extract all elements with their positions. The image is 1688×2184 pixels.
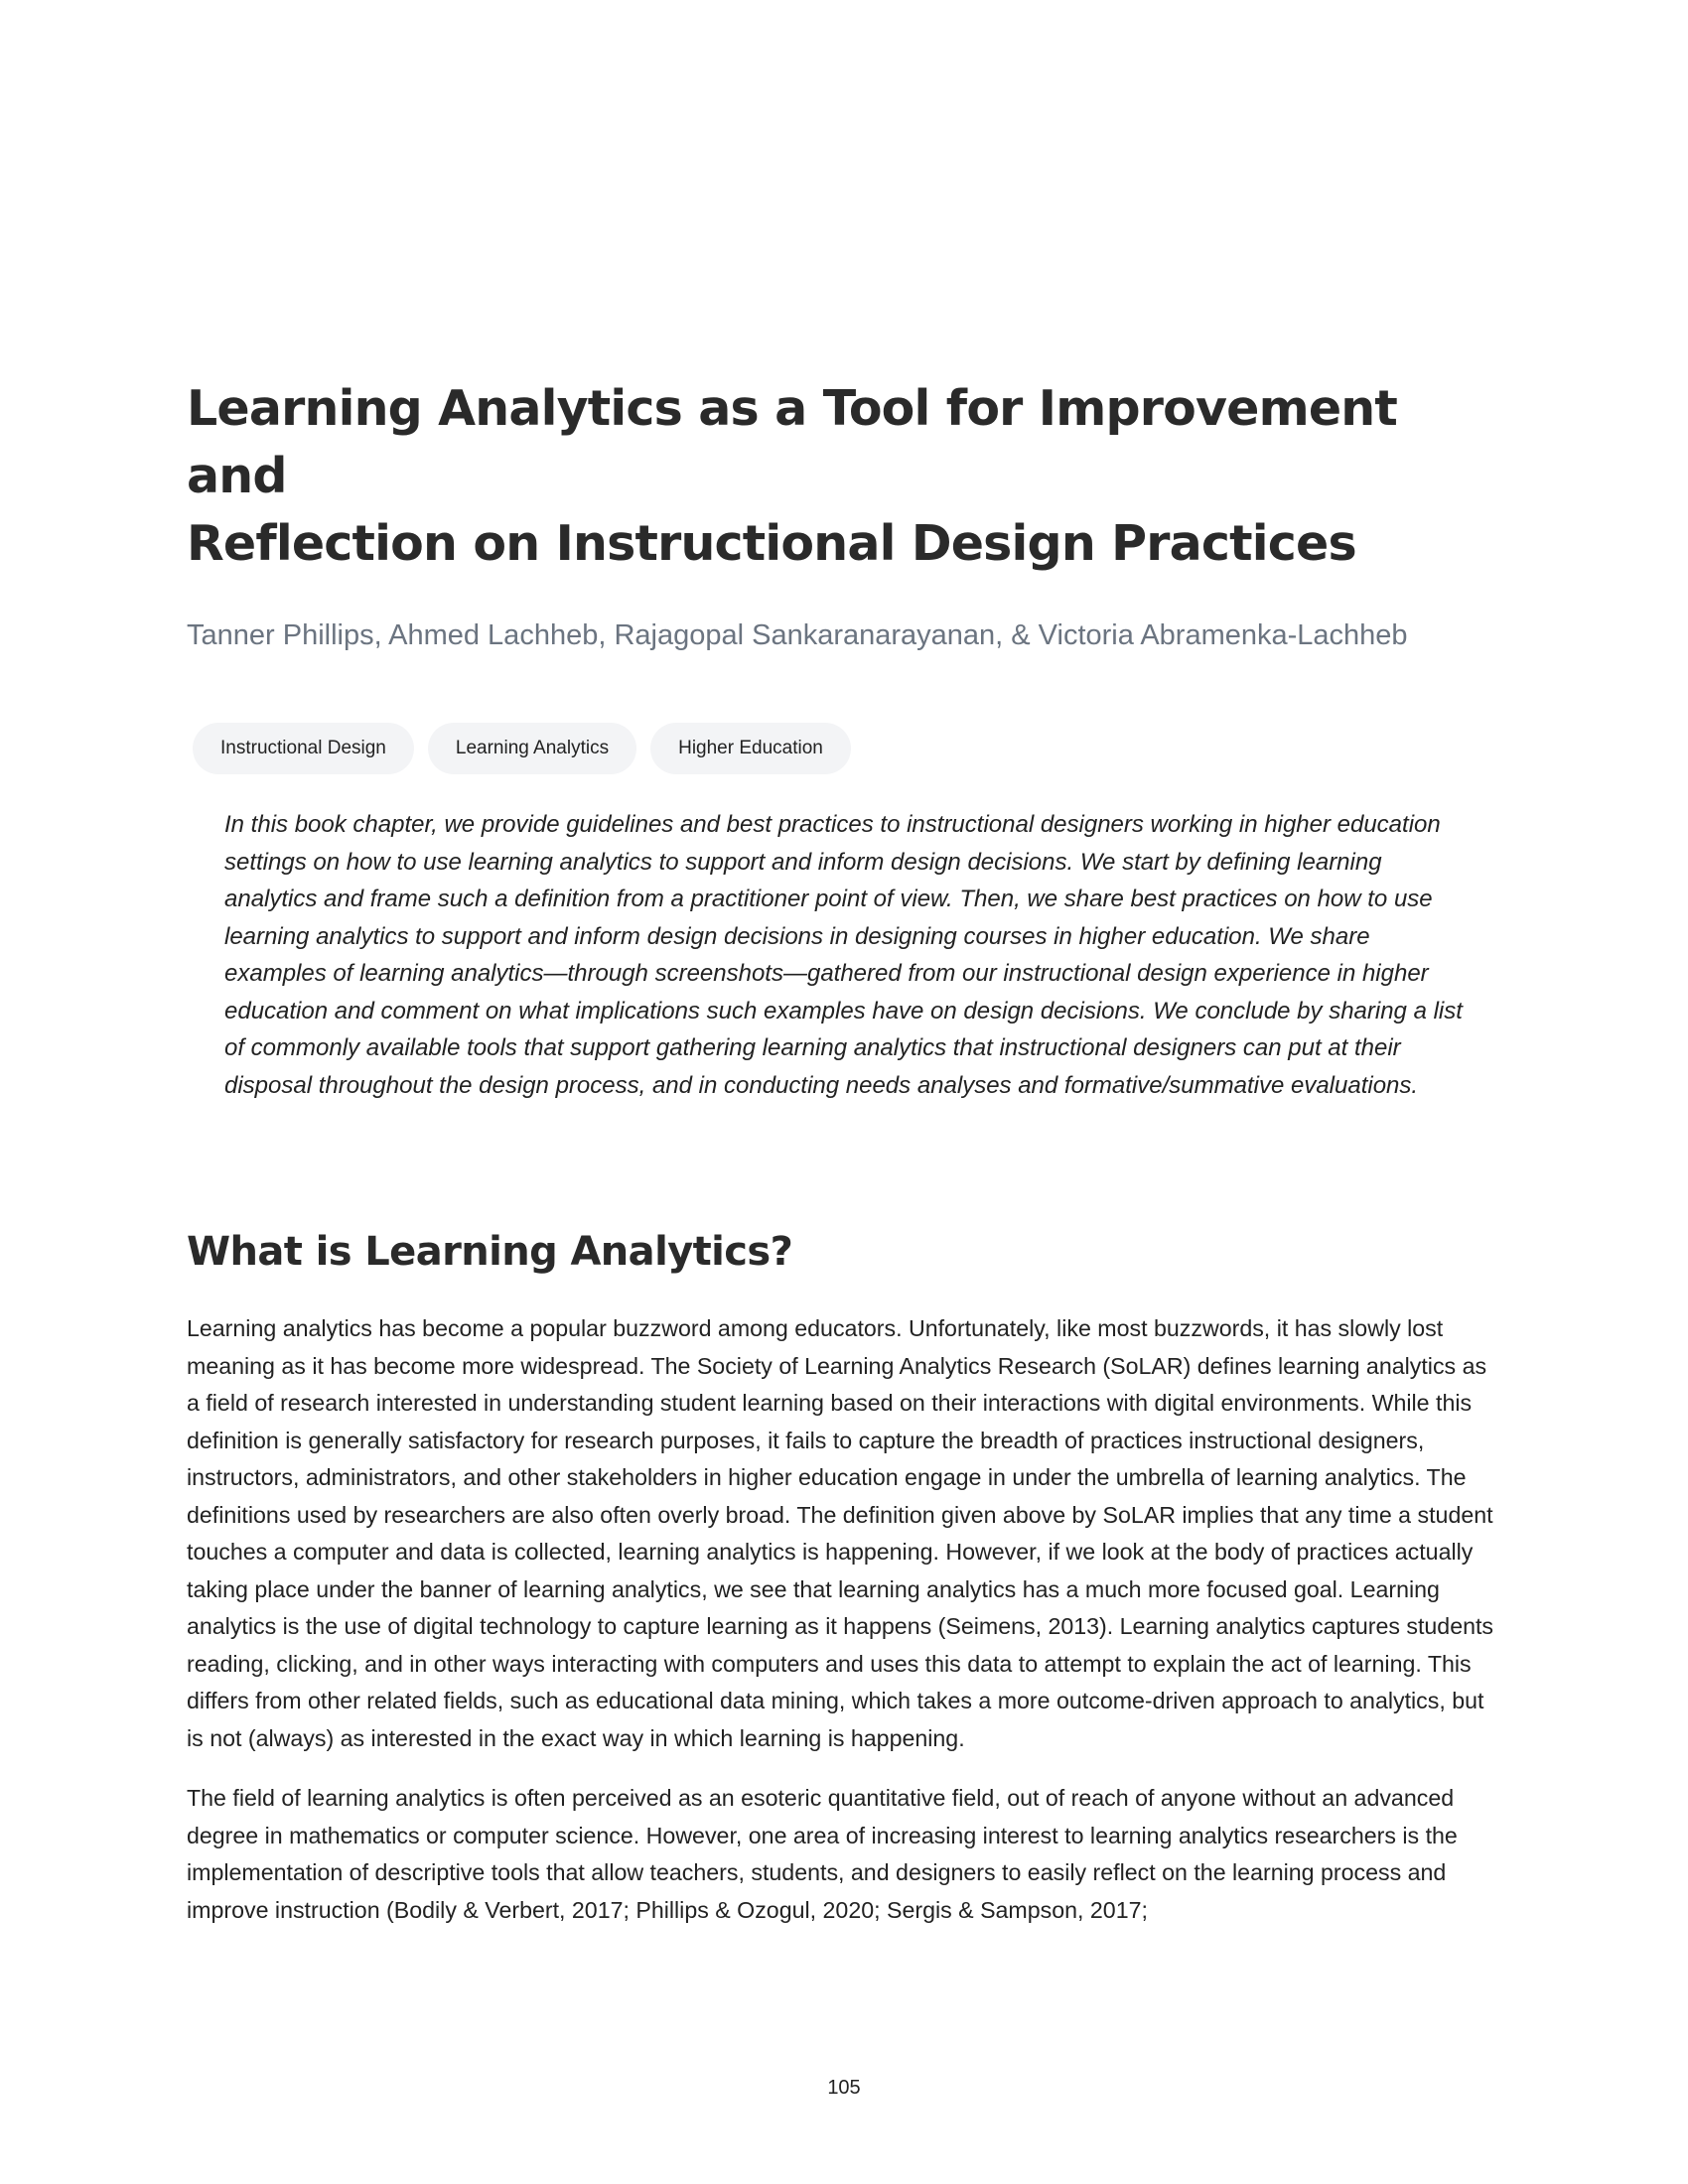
tag-learning-analytics[interactable]: Learning Analytics bbox=[428, 723, 636, 774]
chapter-title-line-1: Learning Analytics as a Tool for Improvement and bbox=[187, 380, 1397, 504]
chapter-authors: Tanner Phillips, Ahmed Lachheb, Rajagopal Sankaranarayanan, & Victoria Abramenka-Lachheb bbox=[187, 619, 1408, 651]
chapter-title bbox=[187, 375, 1502, 578]
chapter-title-line-2: Reflection on Instructional Design Practices bbox=[187, 515, 1356, 572]
page-number: 105 bbox=[827, 2077, 861, 2099]
tag-higher-education[interactable]: Higher Education bbox=[650, 723, 851, 774]
document-page bbox=[187, 375, 1502, 1953]
tag-instructional-design[interactable]: Instructional Design bbox=[193, 723, 414, 774]
body-paragraph-2: The field of learning analytics is often perceived as an esoteric quantitative field, out of reach of anyone without an advanced degree in mathematics or computer science. However, one area of increasing interest to learning analytics researchers is the implementation of descriptive tools that allow teachers, students, and designers to easily reflect on the learning process and improve instruction (Bodily & Verbert, 2017; Phillips & Ozogul, 2020; Sergis & Sampson, 2017; bbox=[187, 1785, 1458, 1923]
tag-list bbox=[193, 723, 1502, 774]
chapter-abstract: In this book chapter, we provide guidelines and best practices to instructional designers working in higher education settings on how to use learning analytics to support and inform design decisions. We start by defining learning analytics and frame such a definition from a practitioner point of view. Then, we share best practices on how to use learning analytics to support and inform design decisions in designing courses in higher education. We share examples of learning analytics—through screenshots—gathered from our instructional design experience in higher education and comment on what implications such examples have on design decisions. We conclude by sharing a list of commonly available tools that support gathering learning analytics that instructional designers can put at their disposal throughout the design process, and in conducting needs analyses and formative/summative evaluations. bbox=[224, 811, 1463, 1099]
section-heading: What is Learning Analytics? bbox=[187, 1229, 793, 1275]
body-paragraph-1: Learning analytics has become a popular buzzword among educators. Unfortunately, like most buzzwords, it has slowly lost meaning as it has become more widespread. The Society of Learning Analytics Research (SoLAR) defines learning analytics as a field of research interested in understanding student learning based on their interactions with digital environments. While this definition is generally satisfactory for research purposes, it fails to capture the breadth of practices instructional designers, instructors, administrators, and other stakeholders in higher education engage in under the umbrella of learning analytics. The definitions used by researchers are also often overly broad. The definition given above by SoLAR implies that any time a student touches a computer and data is collected, learning analytics is happening. However, if we look at the body of practices actually taking place under the banner of learning analytics, we see that learning analytics has a much more focused goal. Learning analytics is the use of digital technology to capture learning as it happens (Seimens, 2013). Learning analytics captures students reading, clicking, and in other ways interacting with computers and uses this data to attempt to explain the act of learning. This differs from other related fields, such as educational data mining, which takes a more outcome-driven approach to analytics, but is not (always) as interested in the exact way in which learning is happening. bbox=[187, 1315, 1494, 1751]
